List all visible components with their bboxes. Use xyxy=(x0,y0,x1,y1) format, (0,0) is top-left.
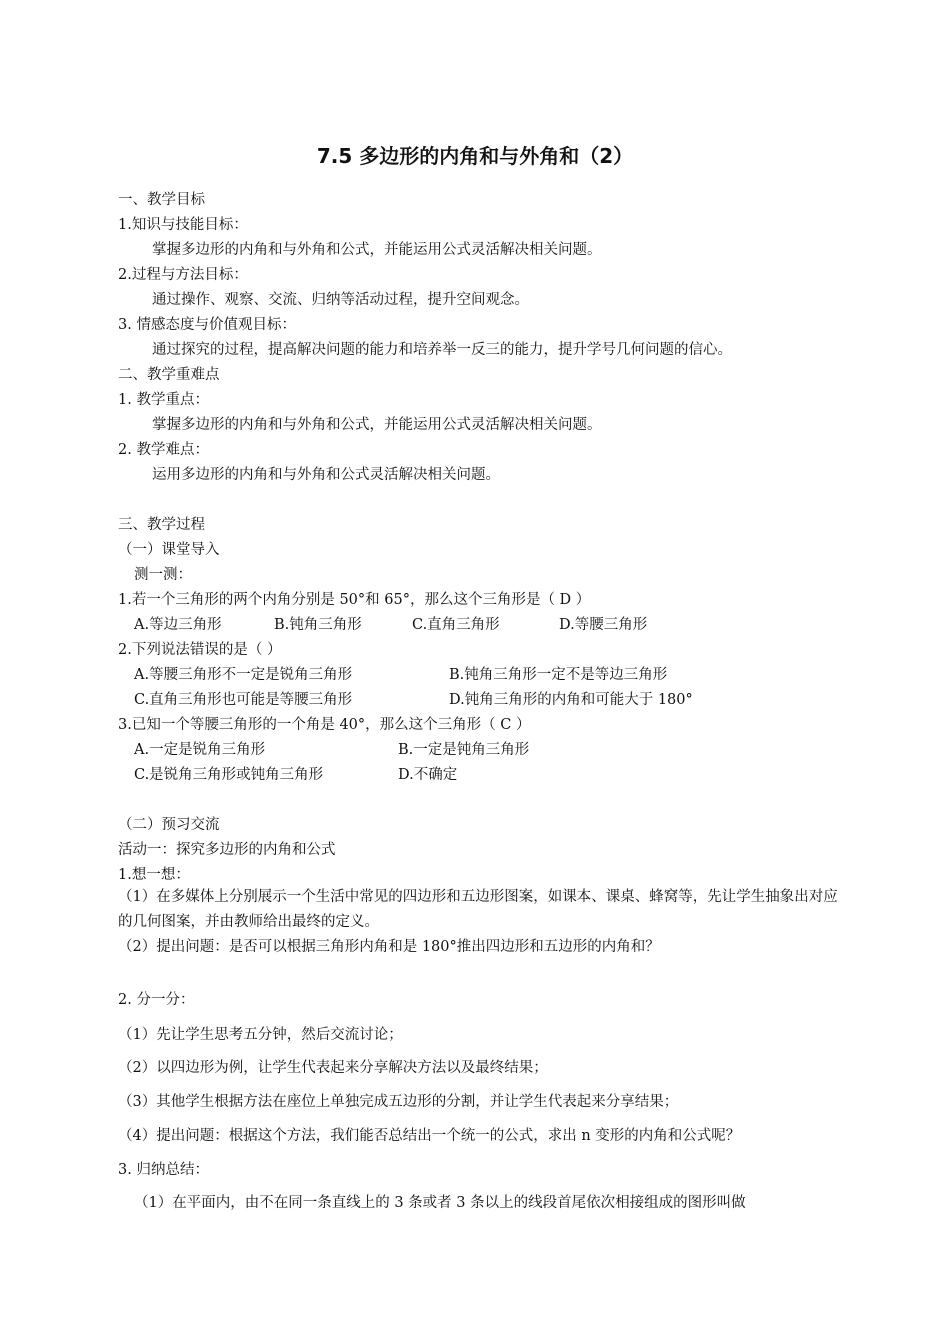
preview-heading: （二）预习交流 xyxy=(118,817,220,833)
knowledge-text: 掌握多边形的内角和与外角和公式，并能运用公式灵活解决相关问题。 xyxy=(152,242,602,258)
q1-option-c: C.直角三角形 xyxy=(412,617,500,633)
difficulty-label: 2. 教学难点： xyxy=(118,442,209,458)
q2-option-d: D.钝角三角形的内角和可能大于 180° xyxy=(449,692,693,708)
think-label: 1.想一想： xyxy=(118,867,190,883)
q2-option-c: C.直角三角形也可能是等腰三角形 xyxy=(134,692,353,708)
q3-option-a: A.一定是锐角三角形 xyxy=(134,742,266,758)
q2-option-a: A.等腰三角形不一定是锐角三角形 xyxy=(134,667,353,683)
q1-option-d: D.等腰三角形 xyxy=(559,617,648,633)
q1-option-a: A.等边三角形 xyxy=(134,617,222,633)
focus-label: 1. 教学重点： xyxy=(118,392,209,408)
q2-option-b: B.钝角三角形一定不是等边三角形 xyxy=(449,667,668,683)
page-title: 7.5 多边形的内角和与外角和（2） xyxy=(316,144,634,168)
divide-step-3: （3）其他学生根据方法在座位上单独完成五边形的分割，并让学生代表起来分享结果； xyxy=(118,1094,679,1110)
question-3: 3.已知一个等腰三角形的一个角是 40°，那么这个三角形（ C ） xyxy=(118,717,531,733)
divide-step-1: （1）先让学生思考五分钟，然后交流讨论； xyxy=(118,1027,403,1043)
q3-option-d: D.不确定 xyxy=(398,767,458,783)
think-paragraph-1: （1）在多媒体上分别展示一个生活中常见的四边形和五边形图案，如课本、课桌、蜂窝等，先让学生抽象出对应的几何图案，并由教师给出最终的定义。 xyxy=(118,889,838,930)
divide-step-4: （4）提出问题：根据这个方法，我们能否总结出一个统一的公式，求出 n 变形的内角和公式呢？ xyxy=(118,1128,741,1144)
process-heading: 三、教学过程 xyxy=(118,517,205,533)
difficulty-text: 运用多边形的内角和与外角和公式灵活解决相关问题。 xyxy=(152,467,500,483)
activity-one: 活动一：探究多边形的内角和公式 xyxy=(118,842,336,858)
process-text: 通过操作、观察、交流、归纳等活动过程，提升空间观念。 xyxy=(152,292,529,308)
summary-label: 3. 归纳总结： xyxy=(118,1162,209,1178)
process-label: 2.过程与方法目标： xyxy=(118,267,248,283)
question-2: 2.下列说法错误的是（ ） xyxy=(118,642,282,658)
keypoints-heading: 二、教学重难点 xyxy=(118,367,220,383)
divide-step-2: （2）以四边形为例，让学生代表起来分享解决方法以及最终结果； xyxy=(118,1060,548,1076)
knowledge-label: 1.知识与技能目标： xyxy=(118,217,248,233)
quiz-label: 测一测： xyxy=(134,567,192,583)
emotion-label: 3. 情感态度与价值观目标： xyxy=(118,317,296,333)
divide-label: 2. 分一分： xyxy=(118,992,195,1008)
think-paragraph-2: （2）提出问题：是否可以根据三角形内角和是 180°推出四边形和五边形的内角和？ xyxy=(118,939,660,955)
intro-heading: （一）课堂导入 xyxy=(118,542,220,558)
emotion-text: 通过探究的过程，提高解决问题的能力和培养举一反三的能力，提升学号几何问题的信心。 xyxy=(152,342,732,358)
q1-option-b: B.钝角三角形 xyxy=(274,617,362,633)
question-1: 1.若一个三角形的两个内角分别是 50°和 65°，那么这个三角形是（ D ） xyxy=(118,592,591,608)
q3-option-b: B.一定是钝角三角形 xyxy=(398,742,530,758)
objectives-heading: 一、教学目标 xyxy=(118,192,205,208)
focus-text: 掌握多边形的内角和与外角和公式，并能运用公式灵活解决相关问题。 xyxy=(152,417,602,433)
summary-paragraph-1: （1）在平面内，由不在同一条直线上的 3 条或者 3 条以上的线段首尾依次相接组成的图形叫做 xyxy=(134,1195,746,1211)
q3-option-c: C.是锐角三角形或钝角三角形 xyxy=(134,767,324,783)
